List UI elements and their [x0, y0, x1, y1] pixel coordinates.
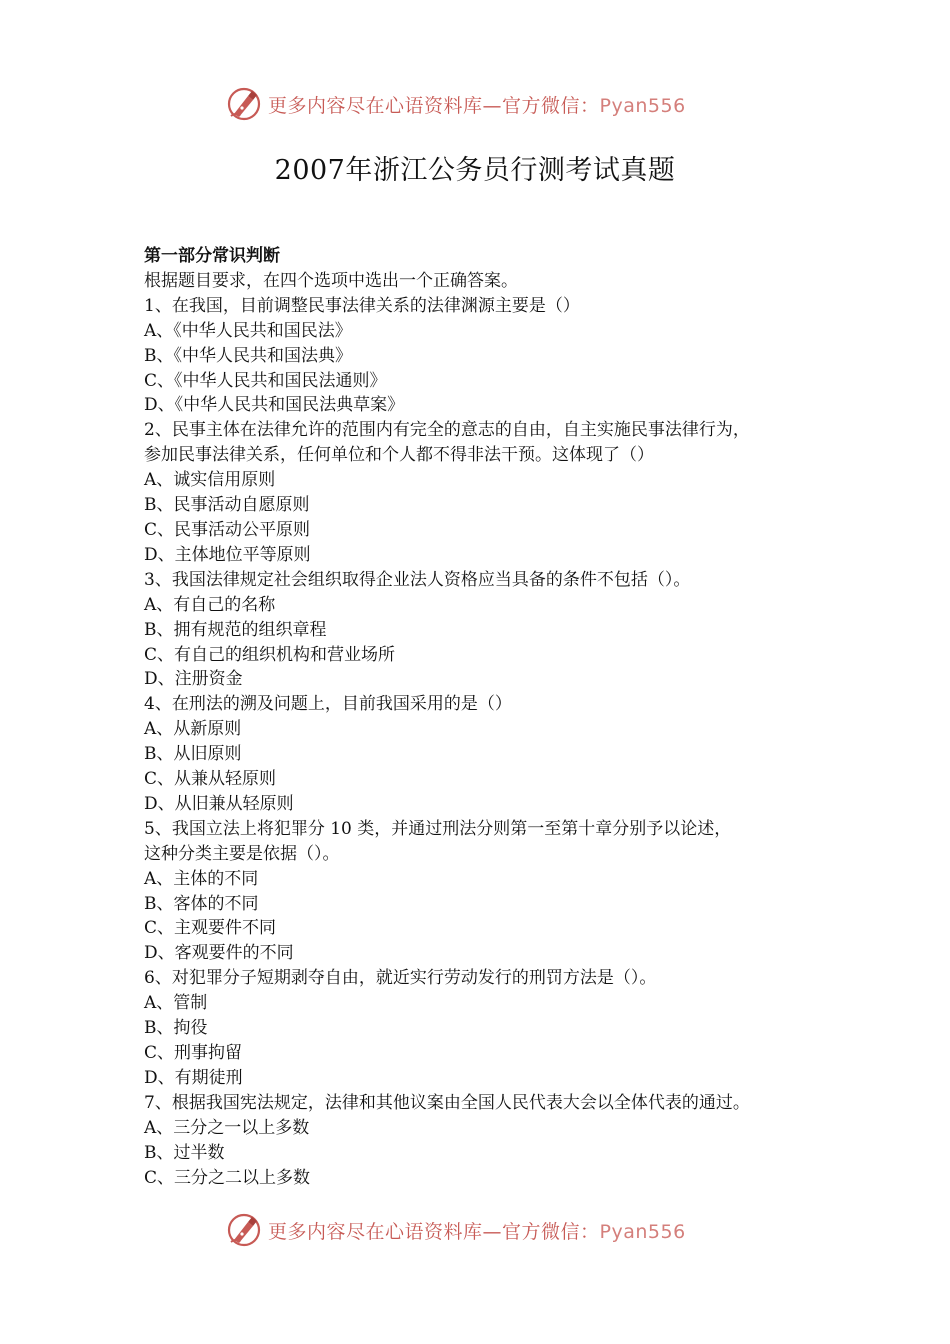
pen-nib-logo-icon	[226, 86, 262, 122]
option-line: D、主体地位平等原则	[144, 544, 311, 565]
question-list	[144, 294, 834, 1191]
option-line: A、《中华人民共和国民法》	[144, 320, 352, 341]
option-line: B、民事活动自愿原则	[144, 495, 310, 516]
document-title: 2007年浙江公务员行测考试真题	[274, 155, 676, 186]
option-line: A、三分之一以上多数	[144, 1117, 310, 1138]
wechat-handle: Pyan556	[599, 94, 686, 117]
option-line: A、主体的不同	[144, 868, 259, 889]
option-line: A、有自己的名称	[144, 594, 276, 615]
option-line: A、管制	[144, 993, 208, 1014]
question-line: 3、我国法律规定社会组织取得企业法人资格应当具备的条件不包括（）。	[144, 569, 691, 590]
question-line: 2、民事主体在法律允许的范围内有完全的意志的自由，自主实施民事法律行为，	[144, 420, 750, 441]
question-line: 4、在刑法的溯及问题上，目前我国采用的是（）	[144, 694, 512, 715]
option-line: B、从旧原则	[144, 744, 242, 765]
text-line: 这种分类主要是依据（）。	[144, 843, 340, 864]
option-line: D、客观要件的不同	[144, 943, 294, 964]
question-line: 7、根据我国宪法规定，法律和其他议案由全国人民代表大会以全体代表的通过。	[144, 1092, 750, 1113]
wechat-handle: Pyan556	[599, 1220, 686, 1243]
document-body	[144, 244, 834, 1190]
option-line: D、从旧兼从轻原则	[144, 793, 294, 814]
option-line: B、拘役	[144, 1018, 208, 1039]
banner-text: 更多内容尽在心语资料库—官方微信：Pyan556	[268, 94, 686, 117]
option-line: B、《中华人民共和国法典》	[144, 345, 352, 366]
question-line: 1、在我国，目前调整民事法律关系的法律渊源主要是（）	[144, 295, 580, 316]
option-line: C、三分之二以上多数	[144, 1167, 311, 1188]
option-line: D、有期徒刑	[144, 1067, 243, 1088]
option-line: D、注册资金	[144, 669, 243, 690]
option-line: B、客体的不同	[144, 893, 259, 914]
banner-text: 更多内容尽在心语资料库—官方微信：Pyan556	[268, 1220, 686, 1243]
section-heading: 第一部分常识判断	[144, 246, 280, 266]
option-line: C、刑事拘留	[144, 1043, 243, 1063]
option-line: B、过半数	[144, 1142, 225, 1163]
header-banner	[226, 84, 726, 124]
option-line: C、有自己的组织机构和营业场所	[144, 644, 396, 665]
text-line: 参加民事法律关系，任何单位和个人都不得非法干预。这体现了（）	[144, 445, 654, 466]
question-line: 6、对犯罪分子短期剥夺自由，就近实行劳动发行的刑罚方法是（）。	[144, 968, 657, 989]
pen-nib-logo-icon	[226, 1212, 262, 1248]
option-line: C、主观要件不同	[144, 918, 277, 939]
option-line: C、《中华人民共和国民法通则》	[144, 370, 387, 391]
question-line: 5、我国立法上将犯罪分 10 类，并通过刑法分则第一至第十章分别予以论述，	[144, 818, 732, 839]
option-line: B、拥有规范的组织章程	[144, 619, 327, 640]
option-line: C、民事活动公平原则	[144, 519, 311, 540]
option-line: D、《中华人民共和国民法典草案》	[144, 395, 405, 416]
footer-banner	[226, 1210, 726, 1250]
option-line: A、从新原则	[144, 719, 242, 740]
option-line: C、从兼从轻原则	[144, 769, 277, 790]
instruction-line: 根据题目要求，在四个选项中选出一个正确答案。	[144, 270, 518, 291]
option-line: A、诚实信用原则	[144, 470, 276, 491]
